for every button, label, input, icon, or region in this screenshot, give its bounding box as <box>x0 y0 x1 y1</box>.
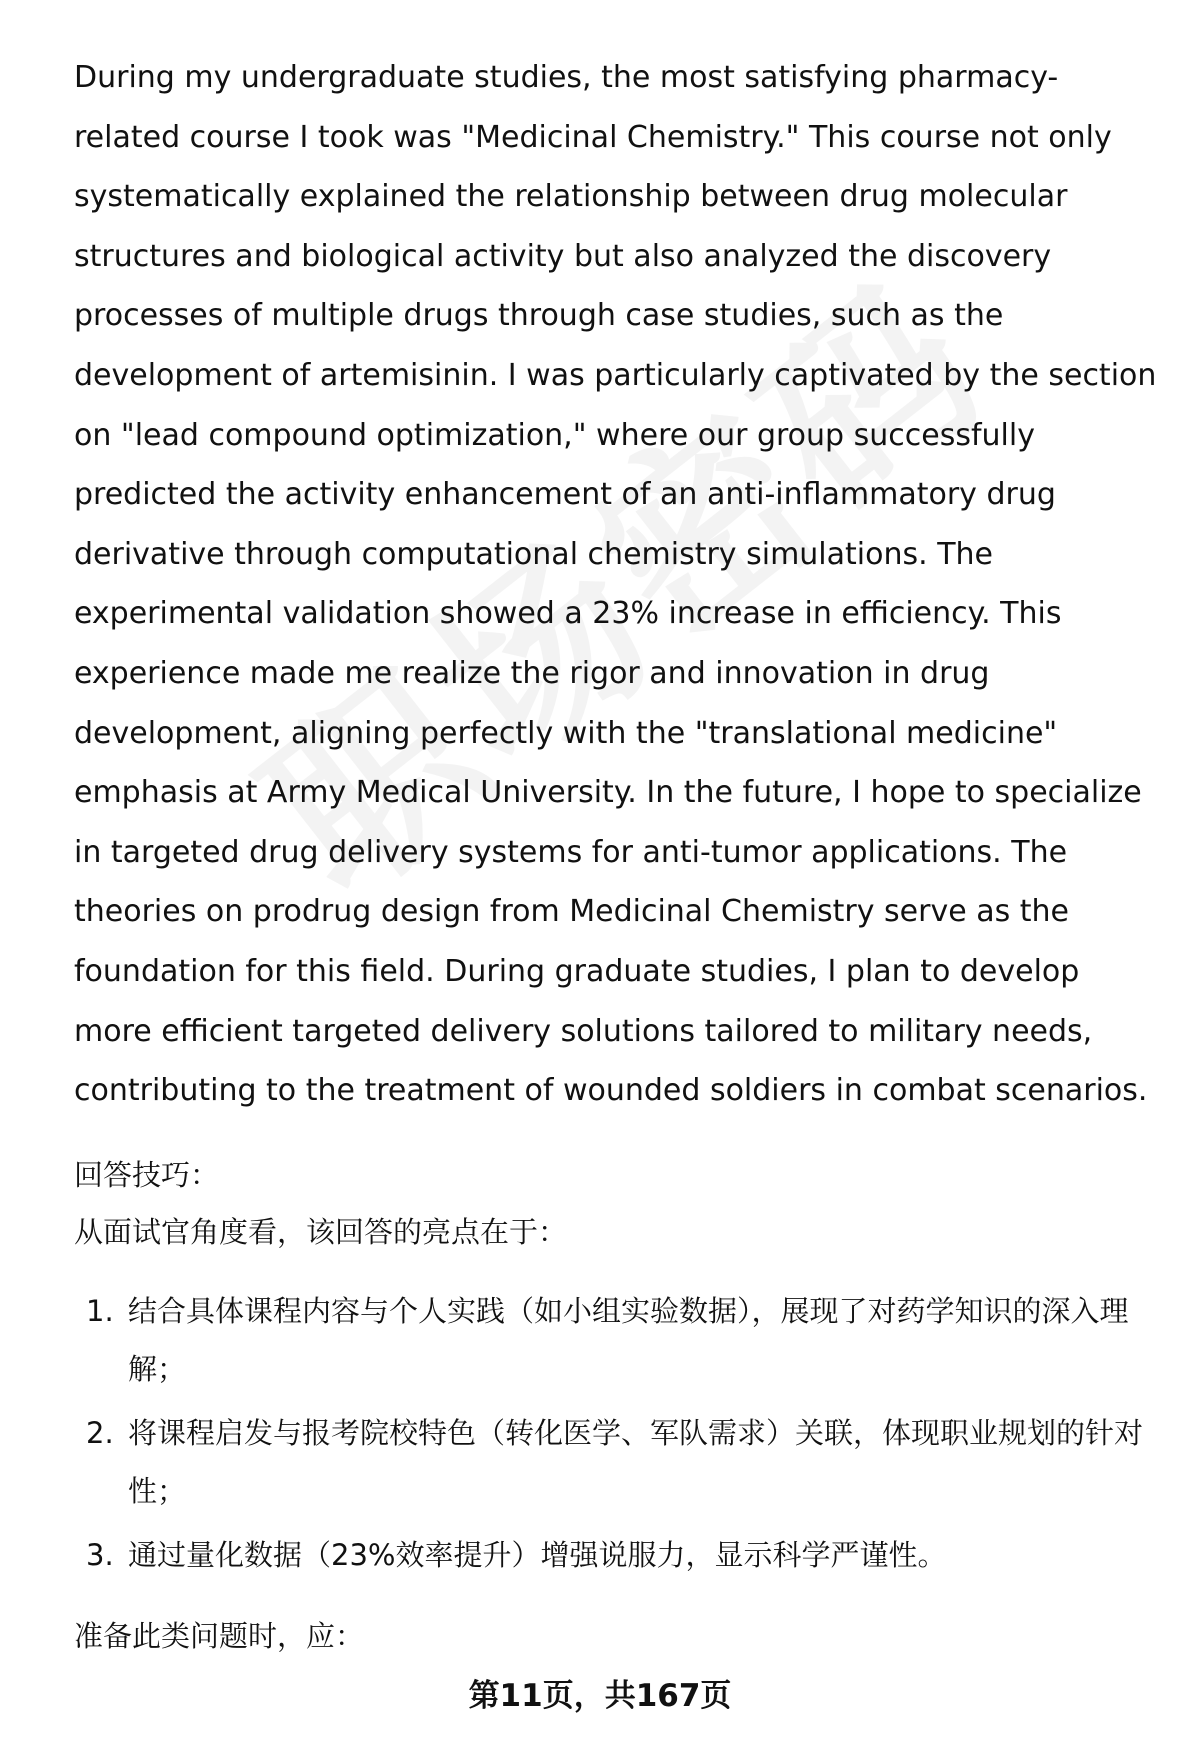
answer-paragraph: During my undergraduate studies, the most satisfying pharmacy-related course I took was "Medicinal Chemistry." This course not only systematically explained the relationship between drug molecular structures and biological activity but also analyzed the discovery processes of multiple drugs through case studies, such as the development of artemisinin. I was particularly captivated by the section on "lead compound optimization," where our group successfully predicted the activity enhancement of an anti-inflammatory drug derivative through computational chemistry simulations. The experimental validation showed a 23% increase in efficiency. This experience made me realize the rigor and innovation in drug development, aligning perfectly with the "translational medicine" emphasis at Army Medical University. In the future, I hope to specialize in targeted drug delivery systems for anti-tumor applications. The theories on prodrug design from Medicinal Chemistry serve as the foundation for this field. During graduate studies, I plan to develop more efficient targeted delivery solutions tailored to military needs, contributing to the treatment of wounded soldiers in combat scenarios. <box>74 60 1157 1109</box>
document-body <box>74 48 1164 1658</box>
list-item <box>74 1404 1164 1520</box>
list-item-number: 3. <box>86 1537 114 1572</box>
tips-label: 回答技巧： <box>74 1157 220 1192</box>
list-item-text: 通过量化数据（23%效率提升）增强说服力，显示科学严谨性。 <box>128 1537 947 1572</box>
prep-label: 准备此类问题时，应： <box>74 1618 365 1653</box>
list-item <box>74 1526 1164 1584</box>
tips-list <box>74 1282 1164 1584</box>
list-item-text: 将课程启发与报考院校特色（转化医学、军队需求）关联，体现职业规划的针对性； <box>128 1415 1144 1508</box>
page-indicator: 第11页，共167页 <box>468 1678 732 1714</box>
list-item-number: 2. <box>86 1415 114 1450</box>
tips-intro: 从面试官角度看，该回答的亮点在于： <box>74 1214 568 1249</box>
list-item-text: 结合具体课程内容与个人实践（如小组实验数据），展现了对药学知识的深入理解； <box>128 1293 1129 1386</box>
list-item <box>74 1282 1164 1398</box>
list-item-number: 1. <box>86 1293 114 1328</box>
